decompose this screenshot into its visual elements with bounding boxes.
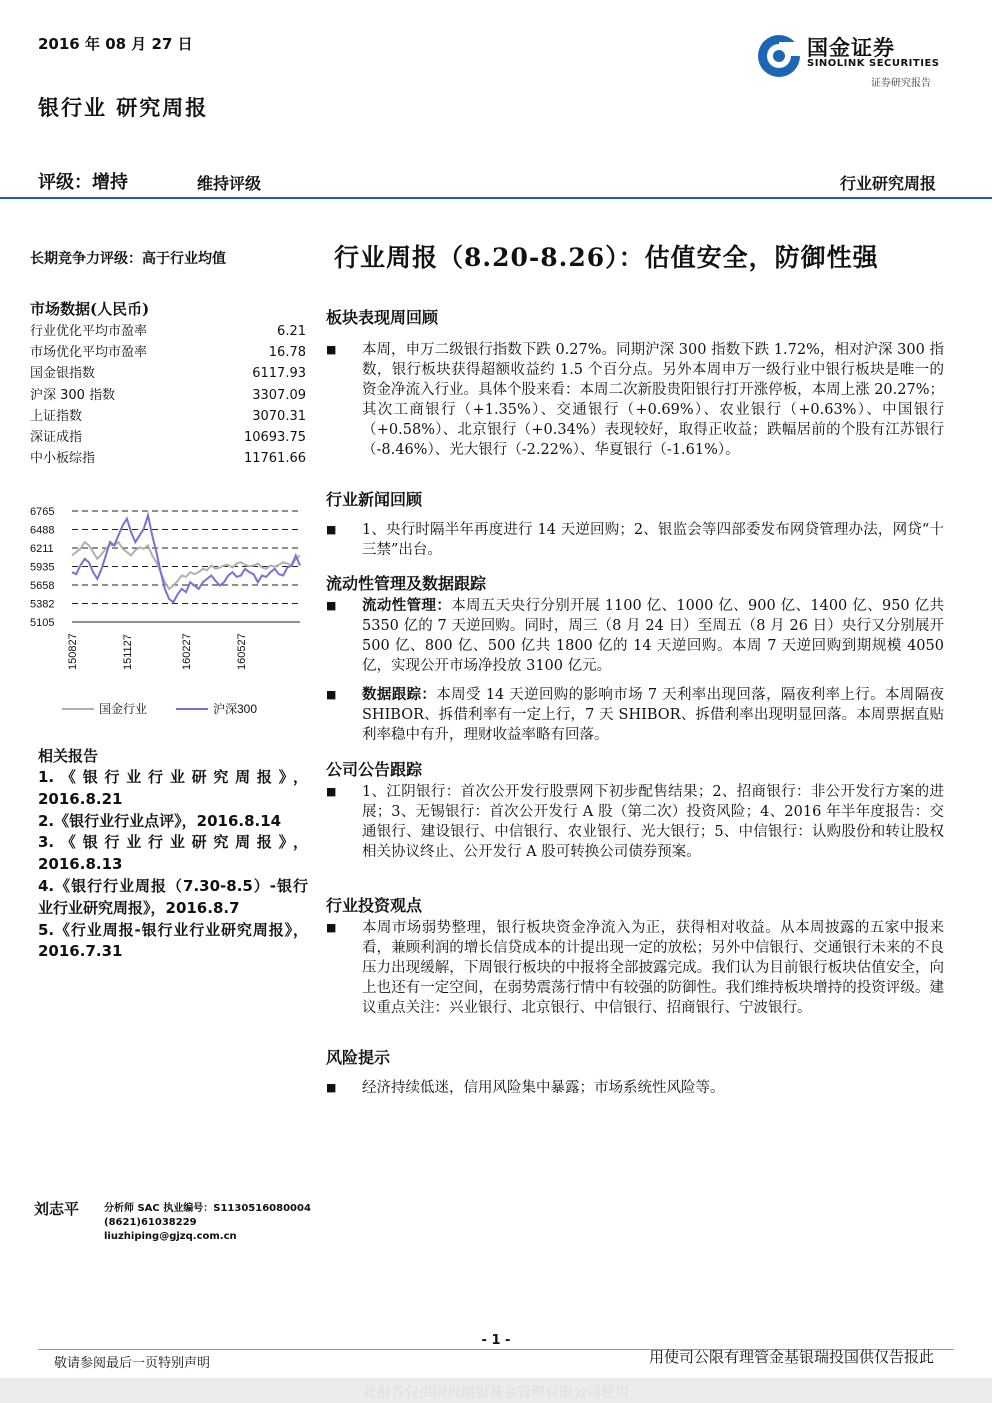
bullet-square-icon: ■ [326, 599, 337, 612]
bullet-square-icon: ■ [326, 785, 337, 798]
logo-text-en: SINOLINK SECURITIES [807, 58, 940, 69]
market-data-value: 6.21 [277, 324, 306, 339]
bullet-square-icon: ■ [326, 1081, 337, 1094]
index-chart [30, 500, 320, 728]
section-heading: 风险提示 [326, 1048, 391, 1067]
paragraph-lead: 流动性管理： [362, 597, 452, 614]
market-data-value: 3307.09 [252, 387, 306, 403]
related-report-link[interactable]: 3.《银行业行业研究周报》，2016.8.13 [38, 833, 308, 874]
paragraph-body: 经济持续低迷，信用风险集中暴露；市场系统性风险等。 [362, 1080, 725, 1096]
paragraph-text [362, 520, 944, 560]
rating-label: 评级：增持 [38, 172, 128, 193]
market-data-label: 上证指数 [30, 408, 83, 424]
paragraph-body: 本周市场弱势整理，银行板块资金净流入为正，获得相对收益。从本周披露的五家中报来看，兼顾利润的增长信贷成本的计提出现一定的放松；另外中信银行、交通银行未来的不良压力出现缓解，下周银行板块的中报将全部披露完成。我们认为目前银行板块估值安全，向上也还有一定空间，在弱势震荡行情中有较强的防御性。我们维持板块增持的投资评级。建议重点关注：兴业银行、北京银行、中信银行、招商银行、宁波银行。 [362, 920, 944, 1016]
section-heading: 流动性管理及数据跟踪 [326, 574, 487, 593]
related-report-link[interactable]: 2.《银行业行业点评》，2016.8.14 [38, 811, 282, 830]
paragraph-body: 本周受 14 天逆回购的影响市场 7 天利率出现回落，隔夜利率上行。本周隔夜 SHIBOR、拆借利率有一定上行，7 天 SHIBOR、拆借利率出现明显回落。本周票据直贴利率稳中有升，理财收益率略有回落。 [362, 687, 944, 743]
y-tick-label: 5658 [30, 580, 55, 593]
analyst-info [104, 1202, 311, 1244]
rating-maintain: 维持评级 [197, 174, 262, 193]
market-data-row [30, 385, 306, 406]
analyst-email[interactable]: liuzhiping@gjzq.com.cn [104, 1231, 237, 1242]
related-report-link[interactable]: 4.《银行行业周报（7.30-8.5）-银行业行业研究周报》，2016.8.7 [38, 876, 308, 917]
disclaimer-note: 敬请参阅最后一页特别声明 [54, 1356, 211, 1371]
bullet-paragraph [326, 1078, 944, 1098]
report-date: 2016 年 08 月 27 日 [38, 35, 193, 53]
analyst-phone: (8621)61038229 [104, 1217, 197, 1228]
bullet-paragraph [326, 918, 944, 1018]
paragraph-text [362, 782, 944, 862]
related-report-link[interactable]: 1.《银行业行业研究周报》，2016.8.21 [38, 768, 308, 808]
header-divider [0, 197, 992, 199]
bullet-square-icon: ■ [326, 343, 337, 356]
market-data-title: 市场数据(人民币) [30, 300, 150, 318]
series-line [72, 515, 300, 602]
logo-subtitle: 证券研究报告 [871, 78, 931, 89]
report-type: 行业研究周报 [839, 174, 936, 193]
market-data-label: 国金银指数 [30, 366, 96, 382]
footer-watermark-text: 此报告仅供国投瑞银基金管理有限公司使用 [363, 1385, 629, 1401]
market-data-label: 深证成指 [30, 429, 83, 445]
market-data-row [30, 448, 306, 469]
section-heading: 板块表现周回顾 [326, 308, 439, 327]
industry-title: 银行业 研究周报 [38, 95, 209, 120]
paragraph-lead: 数据跟踪： [362, 686, 437, 703]
y-tick-label: 5105 [30, 617, 55, 629]
market-data-label: 沪深 300 指数 [30, 387, 116, 403]
related-reports-list [38, 767, 308, 963]
x-tick-label: 160527 [235, 633, 248, 670]
market-data-label: 行业优化平均市盈率 [30, 324, 148, 339]
bullet-square-icon: ■ [326, 921, 337, 934]
analyst-sac: 分析师 SAC 执业编号：S1130516080004 [104, 1203, 311, 1214]
legend-label: 国金行业 [99, 702, 148, 716]
analyst-name: 刘志平 [34, 1200, 80, 1218]
market-data-label: 中小板综指 [30, 451, 96, 467]
logo-text-cn: 国金证券 [807, 36, 895, 60]
market-data-value: 3070.31 [252, 408, 306, 424]
page-number: - 1 - [481, 1333, 511, 1348]
paragraph-text [362, 340, 944, 460]
market-data-row [30, 342, 306, 363]
y-tick-label: 6765 [30, 506, 55, 518]
related-report-link[interactable]: 5.《行业周报-银行业行业研究周报》，2016.7.31 [38, 920, 308, 961]
footer-usage-note: 用使司公限有理管金基银瑞投国供仅告报此 [648, 1348, 934, 1366]
section-heading: 行业投资观点 [326, 896, 423, 915]
market-data-row [30, 363, 306, 384]
x-tick-label: 160227 [181, 633, 193, 670]
paragraph-text [362, 1078, 944, 1098]
bullet-paragraph [326, 520, 944, 560]
y-tick-label: 6211 [30, 543, 54, 556]
main-title: 行业周报（8.20-8.26）：估值安全，防御性强 [334, 243, 879, 272]
section-heading: 行业新闻回顾 [326, 490, 423, 509]
bullet-paragraph [326, 596, 944, 676]
paragraph-text [362, 596, 944, 676]
paragraph-text [362, 685, 944, 745]
bullet-paragraph [326, 782, 944, 862]
market-data-table [30, 321, 306, 469]
market-data-value: 6117.93 [252, 366, 306, 382]
paragraph-body: 本周，申万二级银行指数下跌 0.27%。同期沪深 300 指数下跌 1.72%，相对沪深 300 指数，银行板块获得超额收益约 1.5 个百分点。另外本周申万一级行业中银行板块是唯一的资金净流入行业。具体个股来看：本周二次新股贵阳银行打开涨停板，本周上涨 20.27%；其次工商银行（+1.35%）、交通银行（+0.69%）、农业银行（+0.63%）、中国银行（+0.58%）、北京银行（+0.34%）表现较好，取得正收益；跌幅居前的个股有江苏银行（-8.46%）、光大银行（-2.22%）、华夏银行（-1.61%）。 [362, 342, 944, 458]
bullet-square-icon: ■ [326, 523, 337, 536]
market-data-value: 10693.75 [243, 429, 306, 445]
company-logo [755, 30, 950, 92]
series-line [72, 542, 300, 589]
logo-mark-icon [755, 32, 803, 80]
market-data-row [30, 406, 306, 427]
market-data-value: 11761.66 [243, 451, 306, 467]
market-data-value: 16.78 [268, 345, 306, 361]
long-term-rating: 长期竞争力评级：高于行业均值 [30, 251, 226, 267]
paragraph-body: 1、江阴银行：首次公开发行股票网下初步配售结果；2、招商银行：非公开发行方案的进展；3、无锡银行：首次公开发行 A 股（第二次）投资风险；4、2016 年半年度报告：交通银行、建设银行、中信银行、农业银行、光大银行；5、中信银行：认购股份和转让股权相关协议终止、公开发行 A 股可转换公司债券预案。 [362, 784, 944, 860]
market-data-label: 市场优化平均市盈率 [30, 345, 148, 361]
y-tick-label: 6488 [30, 524, 55, 537]
paragraph-body: 1、央行时隔半年再度进行 14 天逆回购；2、银监会等四部委发布网贷管理办法，网贷“十三禁”出台。 [362, 522, 944, 558]
x-tick-label: 151127 [121, 634, 134, 670]
market-data-row [30, 427, 306, 448]
bullet-paragraph [326, 340, 944, 460]
related-reports-title: 相关报告 [38, 747, 99, 765]
index-chart-svg [30, 500, 320, 728]
y-tick-label: 5382 [30, 598, 55, 611]
y-tick-label: 5935 [30, 561, 55, 574]
bullet-square-icon: ■ [326, 688, 337, 701]
legend-label: 沪深300 [213, 702, 258, 716]
paragraph-text [362, 918, 944, 1018]
section-heading: 公司公告跟踪 [326, 760, 423, 779]
paragraph-body: 本周五天央行分别开展 1100 亿、1000 亿、900 亿、1400 亿、950 亿共 5350 亿的 7 天逆回购。同时，周三（8 月 24 日）至周五（8 月 26 日）央行又分别展开 500 亿、800 亿、500 亿共 1800 亿的 14 天逆回购。本周 7 天逆回购到期规模 4050 亿，实现公开市场净投放 3100 亿元。 [362, 598, 944, 674]
market-data-row [30, 321, 306, 342]
x-tick-label: 150827 [67, 633, 79, 670]
bullet-paragraph [326, 685, 944, 745]
